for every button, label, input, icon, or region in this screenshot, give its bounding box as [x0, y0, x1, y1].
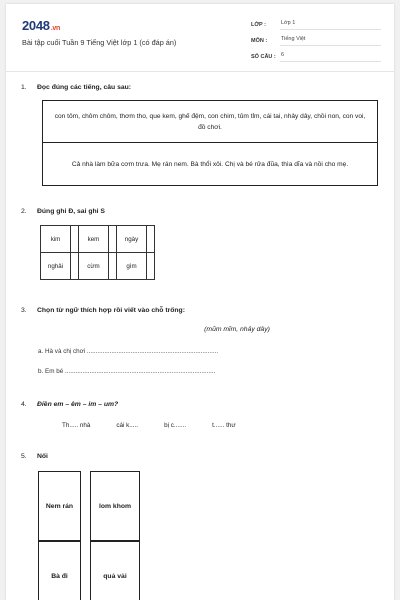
answer-cell[interactable]: [71, 253, 79, 280]
question-number: 3.: [21, 307, 27, 314]
answer-cell[interactable]: [109, 253, 117, 280]
meta-info: [251, 17, 381, 65]
question-text: Đọc đúng các tiếng, câu sau:: [37, 84, 132, 91]
blank-word: t...... thư: [212, 422, 236, 429]
meta-row-subject: [251, 33, 381, 49]
question-3: [21, 307, 185, 314]
word-cell: nghải: [41, 253, 71, 280]
question-text: Chọn từ ngữ thích hợp rồi viết vào chỗ trống:: [37, 307, 185, 314]
blank-word: bị c.......: [164, 422, 187, 429]
table-row: [41, 253, 155, 280]
question-5: [21, 453, 48, 460]
match-right-1[interactable]: lom khom: [90, 471, 140, 541]
meta-label: SỐ CÂU :: [251, 54, 276, 60]
word-cell: ngày: [117, 226, 147, 253]
question-number: 4.: [21, 401, 27, 408]
meta-row-class: [251, 17, 381, 33]
meta-label: LỚP :: [251, 22, 266, 28]
table-row: [41, 226, 155, 253]
question-1: [21, 84, 131, 91]
answer-cell[interactable]: [147, 253, 155, 280]
question-text: Điền em – êm – im – um?: [37, 401, 119, 408]
question-number: 1.: [21, 84, 27, 91]
reading-sentence: Cả nhà làm bữa cơm trưa. Mẹ rán nem. Bà thổi xôi. Chị và bé rửa đũa, thìa dĩa và nồi cho mẹ.: [71, 160, 349, 168]
match-right-2[interactable]: quả vải: [90, 541, 140, 600]
match-left-1[interactable]: Nem rán: [38, 471, 81, 541]
blank-word: Th..... nhà: [62, 422, 91, 429]
answer-cell[interactable]: [109, 226, 117, 253]
page-title: Bài tập cuối Tuần 9 Tiếng Việt lớp 1 (có đáp án): [22, 38, 177, 47]
reading-words: con tôm, chôm chôm, thơm tho, que kem, ghế đệm, con chim, tủm tỉm, cái tai, nhảy dây, chồi non, con voi, đồ chơi.: [43, 101, 377, 143]
meta-row-count: [251, 49, 381, 65]
meta-value: Tiếng Việt: [280, 36, 381, 46]
question-number: 5.: [21, 453, 27, 460]
answer-cell[interactable]: [147, 226, 155, 253]
fill-line-a: a. Hà và chị chơi ...........................................................................: [38, 348, 219, 355]
header-divider: [6, 71, 394, 72]
question-4: [21, 401, 118, 408]
fill-line-b: b. Em bé ......................................................................................: [38, 368, 216, 375]
meta-value: 6: [280, 52, 381, 62]
word-cell: kem: [79, 226, 109, 253]
answer-cell[interactable]: [71, 226, 79, 253]
meta-value: Lớp 1: [280, 20, 381, 30]
question-2: [21, 208, 105, 215]
question-number: 2.: [21, 208, 27, 215]
word-hint: (mũm mĩm, nhảy dây): [204, 326, 270, 333]
word-cell: cừm: [79, 253, 109, 280]
blank-words: [62, 422, 236, 429]
meta-label: MÔN :: [251, 38, 268, 44]
worksheet-page: [6, 4, 394, 600]
match-left-2[interactable]: Bà đi: [38, 541, 81, 600]
question-text: Đúng ghi Đ, sai ghi S: [37, 208, 105, 215]
word-cell: kim: [41, 226, 71, 253]
reading-box: [42, 100, 378, 186]
blank-word: cái k.....: [116, 422, 139, 429]
true-false-table: [40, 225, 155, 280]
question-text: Nối: [37, 453, 48, 460]
site-logo[interactable]: 2048.vn: [22, 18, 60, 33]
word-cell: gìm: [117, 253, 147, 280]
